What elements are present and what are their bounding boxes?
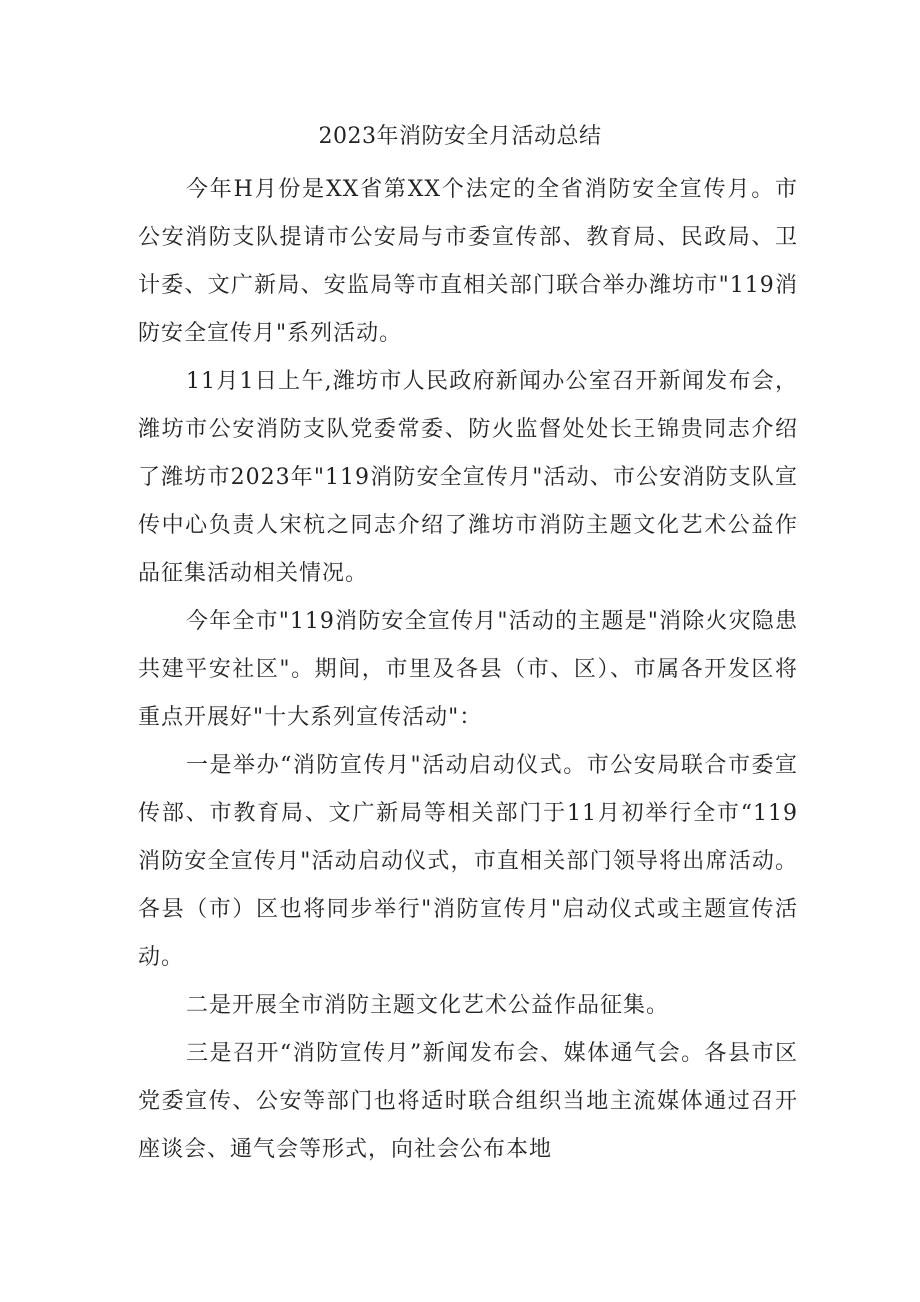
- paragraph-2: 11月1日上午,潍坊市人民政府新闻办公室召开新闻发布会，潍坊市公安消防支队党委常委、防火监督处处长王锦贵同志介绍了潍坊市2023年"119消防安全宣传月"活动、市公安消防支队宣传中心负责人宋杭之同志介绍了潍坊市消防主题文化艺术公益作品征集活动相关情况。: [138, 369, 798, 586]
- document-body: [138, 166, 798, 1174]
- paragraph-5: 二是开展全市消防主题文化艺术公益作品征集。: [186, 993, 670, 1018]
- paragraph-1: 今年H月份是XX省第XX个法定的全省消防安全宣传月。市公安消防支队提请市公安局与市委宣传部、教育局、民政局、卫计委、文广新局、安监局等市直相关部门联合举办潍坊市"119消防安全宣传月"系列活动。: [138, 177, 798, 346]
- paragraph-4: 一是举办“消防宣传月"活动启动仪式。市公安局联合市委宣传部、市教育局、文广新局等相关部门于11月初举行全市“119消防安全宣传月"活动启动仪式，市直相关部门领导将出席活动。各县（市）区也将同步举行"消防宣传月"启动仪式或主题宣传活动。: [138, 753, 798, 970]
- paragraph-6: 三是召开“消防宣传月”新闻发布会、媒体通气会。各县市区党委宣传、公安等部门也将适时联合组织当地主流媒体通过召开座谈会、通气会等形式，向社会公布本地: [138, 1041, 798, 1162]
- document-title: 2023年消防安全月活动总结: [318, 124, 602, 149]
- paragraph-3: 今年全市"119消防安全宣传月"活动的主题是"消除火灾隐患共建平安社区"。期间，市里及各县（市、区）、市属各开发区将重点开展好"十大系列宣传活动"：: [138, 609, 798, 730]
